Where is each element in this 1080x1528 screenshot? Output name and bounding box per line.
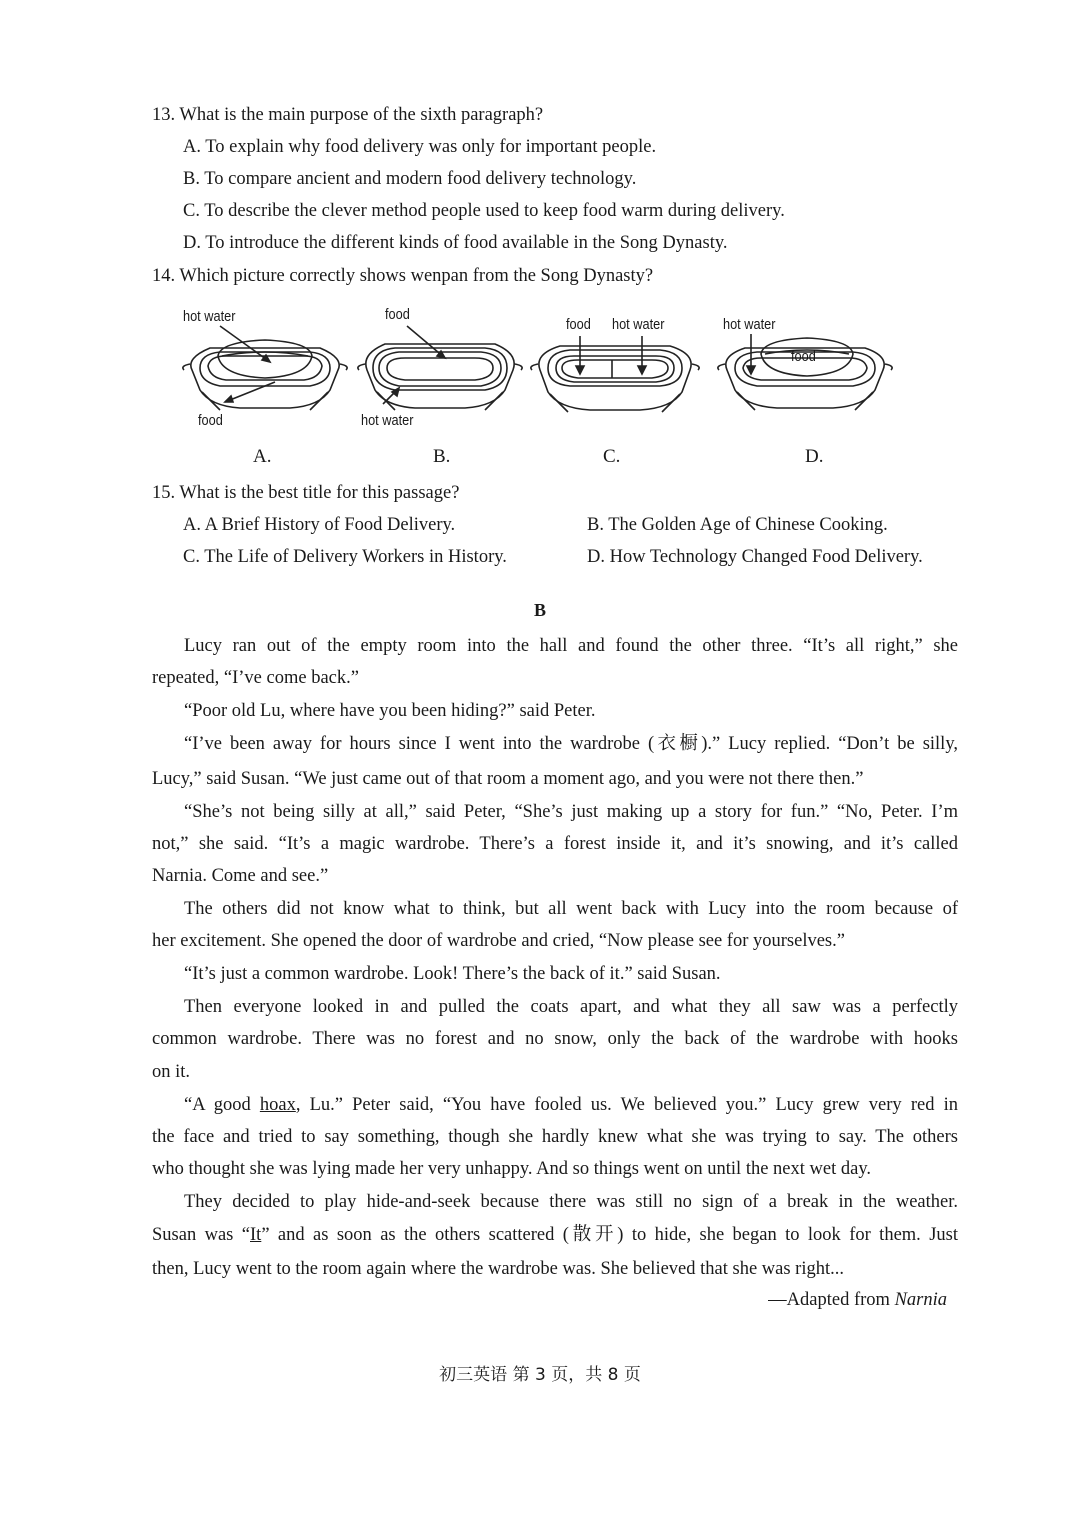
passage-line: “I’ve been away for hours since I went into the wardrobe (衣橱).” Lucy replied. “Don’t be silly,	[184, 734, 958, 754]
q13-option-a: A. To explain why food delivery was only for important people.	[183, 137, 657, 157]
passage-line: The others did not know what to think, but all went back with Lucy into the room because of	[184, 899, 958, 919]
picture-c	[530, 300, 700, 475]
text-run: Susan was “	[152, 1225, 250, 1245]
passage-line: then, Lucy went to the room again where the wardrobe was. She believed that she was right...	[152, 1259, 844, 1279]
picture-a	[180, 300, 350, 475]
q13-stem: 13. What is the main purpose of the sixth paragraph?	[152, 105, 544, 125]
label-food: food	[566, 316, 591, 333]
passage-line: common wardrobe. There was no forest and no snow, only the back of the wardrobe with hooks	[152, 1029, 958, 1049]
picture-letter-d: D.	[805, 446, 824, 467]
label-food: food	[791, 348, 816, 365]
q14-stem: 14. Which picture correctly shows wenpan from the Song Dynasty?	[152, 266, 654, 286]
picture-letter-a: A.	[253, 446, 272, 467]
q13-option-d: D. To introduce the different kinds of food available in the Song Dynasty.	[183, 233, 728, 253]
passage-line: Lucy ran out of the empty room into the hall and found the other three. “It’s all right,” she	[184, 636, 958, 656]
passage-line: “It’s just a common wardrobe. Look! There’s the back of it.” said Susan.	[184, 964, 721, 984]
page-footer: 初三英语 第 3 页，共 8 页	[439, 1365, 641, 1385]
passage-source	[768, 1290, 947, 1311]
label-hot-water: hot water	[361, 412, 414, 429]
q15-option-b: B. The Golden Age of Chinese Cooking.	[587, 515, 888, 535]
source-title: Narnia	[894, 1290, 947, 1310]
text-run: ” and as soon as the others scattered (散开) to hide, she began to look for them. Just	[261, 1225, 958, 1245]
q15-option-d: D. How Technology Changed Food Delivery.	[587, 547, 923, 567]
label-hot-water: hot water	[723, 316, 776, 333]
passage-line: Lucy,” said Susan. “We just came out of that room a moment ago, and you were not there then.”	[152, 769, 864, 789]
section-heading: B	[533, 600, 546, 620]
source-prefix: —Adapted from	[768, 1290, 895, 1310]
passage-line: “Poor old Lu, where have you been hiding?” said Peter.	[184, 701, 596, 721]
passage-line: Narnia. Come and see.”	[152, 866, 329, 886]
passage-line: repeated, “I’ve come back.”	[152, 668, 359, 688]
picture-d	[715, 300, 885, 475]
picture-b	[355, 300, 525, 475]
text-run: , Lu.” Peter said, “You have fooled us. We believed you.” Lucy grew very red in	[295, 1095, 958, 1115]
picture-letter-b: B.	[433, 446, 451, 467]
q13-option-c: C. To describe the clever method people used to keep food warm during delivery.	[183, 201, 785, 221]
q15-stem: 15. What is the best title for this passage?	[152, 483, 460, 503]
passage-line: the face and tried to say something, though she hardly knew what she was trying to say. The others	[152, 1127, 958, 1147]
passage-line	[152, 1093, 958, 1117]
underlined-word-hoax: hoax	[259, 1095, 296, 1115]
label-food: food	[198, 412, 223, 429]
q15-option-a: A. A Brief History of Food Delivery.	[183, 515, 456, 535]
label-hot-water: hot water	[612, 316, 665, 333]
underlined-word-it: It	[250, 1225, 262, 1245]
passage-line	[152, 1223, 958, 1247]
q13-option-b: B. To compare ancient and modern food delivery technology.	[183, 169, 637, 189]
text-run: “A good	[184, 1095, 260, 1115]
passage-line: not,” she said. “It’s a magic wardrobe. There’s a forest inside it, and it’s snowing, and it’s called	[152, 834, 958, 854]
passage-line: on it.	[152, 1062, 191, 1082]
passage-line: her excitement. She opened the door of wardrobe and cried, “Now please see for yourselves.”	[152, 931, 845, 951]
passage-line: Then everyone looked in and pulled the coats apart, and what they all saw was a perfectly	[184, 997, 958, 1017]
q15-option-c: C. The Life of Delivery Workers in History.	[183, 547, 507, 567]
passage-line: who thought she was lying made her very unhappy. And so things went on until the next wet day.	[152, 1159, 871, 1179]
passage-line: They decided to play hide-and-seek because there was still no sign of a break in the weather.	[184, 1192, 958, 1212]
q14-pictures	[170, 300, 910, 475]
passage-line: “She’s not being silly at all,” said Peter, “She’s just making up a story for fun.” “No, Peter. I’m	[184, 802, 958, 822]
label-hot-water: hot water	[183, 308, 236, 325]
picture-letter-c: C.	[603, 446, 621, 467]
label-food: food	[385, 306, 410, 323]
